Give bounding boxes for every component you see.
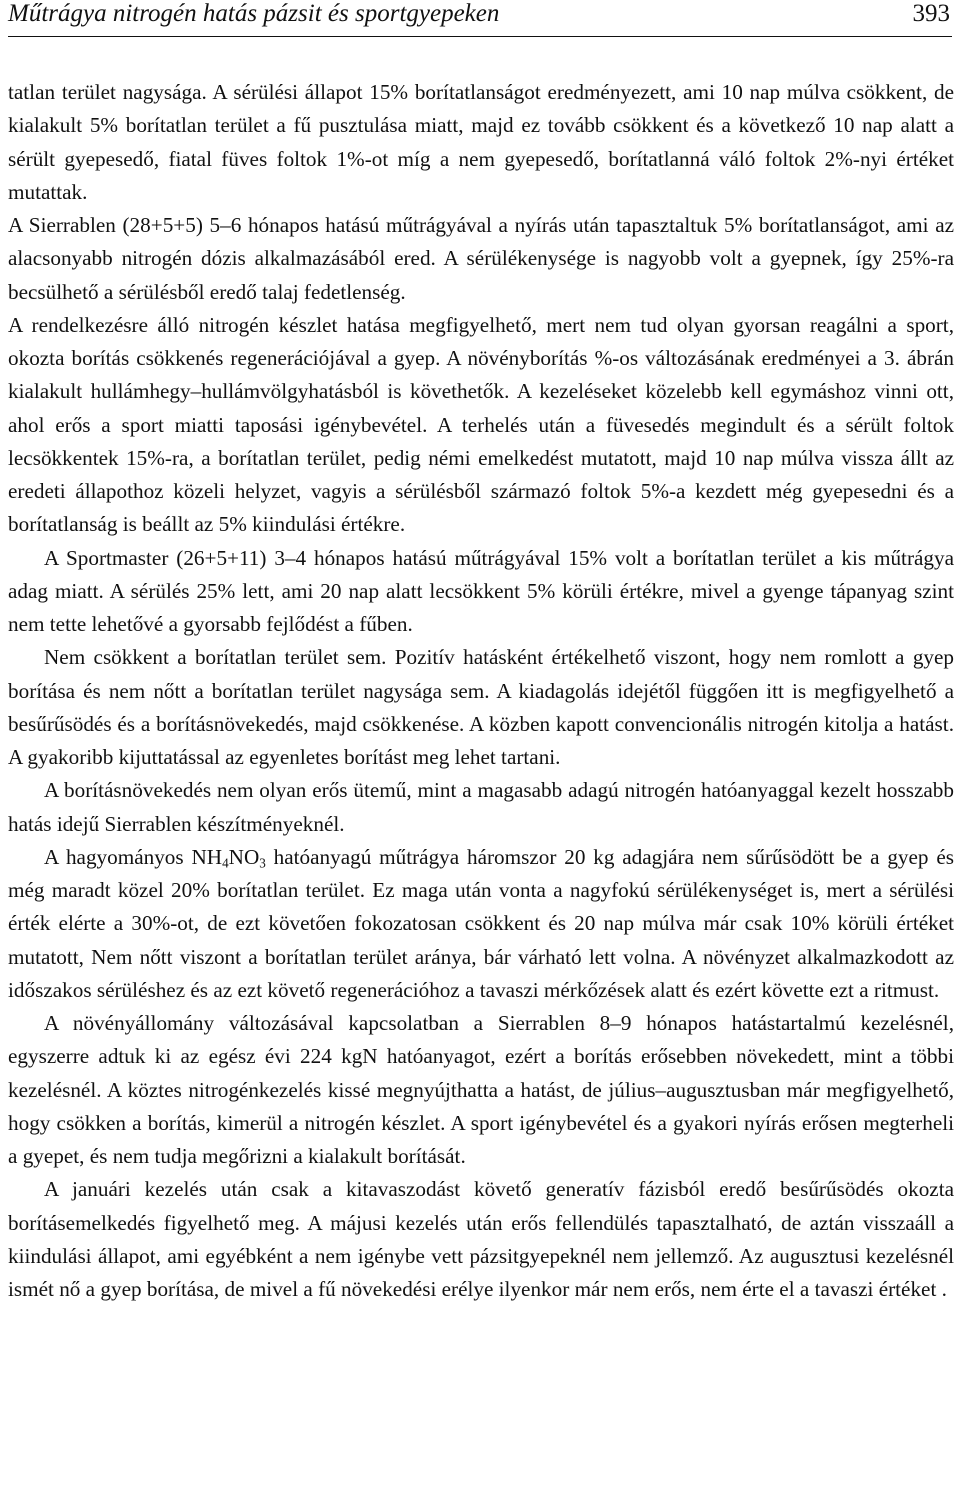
nh4-subscript: 4 xyxy=(222,855,229,871)
page-number: 393 xyxy=(912,0,950,27)
paragraph-uncovered-area: Nem csökkent a borítatlan terület sem. Pozitív hatásként értékelhető viszont, hogy nem romlott a gyep borítása és nem nőtt a borítatlan terület nagysága sem. A kiadagolás idejétől függően itt is megfigyelhető a besűrűsödés és a borításnövekedés, majd csökkenése. A közben kapott convencionális nitrogén kitolja a hatást. A gyakoribb kijuttatással az egyenletes borítást meg lehet tartani. xyxy=(8,645,954,769)
paragraph-nh4no3 xyxy=(8,841,954,1007)
paragraph-sierrablen-555: A Sierrablen (28+5+5) 5–6 hónapos hatású műtrágyával a nyírás után tapasztaltuk 5% borítatlanságot, ami az alacsonyabb nitrogén dózis alkalmazásából ered. A sérülékenysége is nagyobb volt a gyepnek, így 25%-ra becsülhető a sérülésből eredő talaj fedetlenség. xyxy=(8,213,954,304)
body-text xyxy=(8,76,954,1306)
paragraph-coverage-growth: A borításnövekedés nem olyan erős ütemű, mint a magasabb adagú nitrogén hatóanyaggal kezelt hosszabb hatás idejű Sierrablen készítményeknél. xyxy=(8,778,954,836)
nh4no3-text-middle: NO xyxy=(228,844,260,869)
running-title: Műtrágya nitrogén hatás pázsit és sportgyepeken xyxy=(8,0,500,27)
no3-subscript: 3 xyxy=(259,855,266,871)
paragraph-sportmaster: A Sportmaster (26+5+11) 3–4 hónapos hatású műtrágyával 15% volt a borítatlan terület a kis műtrágya adag miatt. A sérülés 25% lett, ami 20 nap alatt lecsökkent 5% körüli értékre, mivel a gyenge tápanyag szint nem tette lehetővé a gyorsabb fejlődést a fűben. xyxy=(8,545,954,636)
nh4no3-text-after: hatóanyagú műtrágya háromszor 20 kg adagjára nem sűrűsödött be a gyep és még maradt közel 20% borítatlan terület. Ez maga után vonta a nagyfokú sérülékenységet is, mert a sérülési érték elérte a 30%-ot, de ezt követően fokozatosan csökkent és 20 nap múlva már csak 10% körüli értéket mutatott, Nem nőtt viszont a borítatlan terület aránya, bár várható lett volna. A növényzet alkalmazkodott az időszakos sérüléshez és az ezt követő regenerációhoz a tavaszi mérkőzések alatt és ezért követte ezt a ritmust. xyxy=(8,844,954,1002)
paragraph-continuation: tatlan terület nagysága. A sérülési állapot 15% borítatlanságot eredményezett, ami 10 nap múlva csökkent, de kialakult 5% borítatlan terület a fű pusztulása miatt, majd ez tovább csökkent és a következő 10 nap alatt a sérült gyepesedő, fiatal füves foltok 1%-ot míg a nem gyepesedő, borítatlanná váló foltok 2%-nyi értéket mutattak. xyxy=(8,80,954,204)
running-header xyxy=(8,0,952,37)
paragraph-sierrablen-89: A növényállomány változásával kapcsolatban a Sierrablen 8–9 hónapos hatástartalmú kezelésnél, egyszerre adtuk ki az egész évi 224 kgN hatóanyagot, ezért a borítás erősebben növekedett, mint a többi kezelésnél. A köztes nitrogénkezelés kissé megnyújthatta a hatást, de július–augusztusban már megfigyelhető, hogy csökken a borítás, kimerül a nitrogén készlet. A sport igénybevétel és a gyakori nyírás erősen megterheli a gyepet, és nem tudja megőrizni a kialakult borítását. xyxy=(8,1011,954,1168)
paragraph-january-treatment: A januári kezelés után csak a kitavaszodást követő generatív fázisból eredő besűrűsödés okozta borításemelkedés figyelhető meg. A májusi kezelés után erős fellendülés tapasztalható, de aztán visszaáll a kiindulási állapot, ami egyébként a nem igénybe vett pázsitgyepeknél nem jellemző. Az augusztusi kezelésnél ismét nő a gyep borítása, de mivel a fű növekedési erélye ilyenkor már nem erős, nem érte el a tavaszi értéket . xyxy=(8,1177,954,1301)
paragraph-nitrogen-reserve: A rendelkezésre álló nitrogén készlet hatása megfigyelhető, mert nem tud olyan gyorsan reagálni a sport, okozta borítás csökkenés regenerációjával a gyep. A növényborítás %-os változásának eredményei a 3. ábrán kialakult hullámhegy–hullámvölgyhatásból is követhetők. A kezeléseket közelebb kell egymáshoz vinni ott, ahol erős a sport miatti taposási igénybevétel. A terhelés után a füvesedés megindult és a sérült foltok lecsökkentek 15%-ra, a borítatlan terület, pedig némi emelkedést mutatott, majd 10 nap múlva vissza állt az eredeti állapothoz közeli helyzet, vagyis a sérülésből származó foltok 5%-a kezdett még gyepesedni és a borítatlanság is beállt az 5% kiindulási értékre. xyxy=(8,312,954,537)
nh4no3-text-before: A hagyományos NH xyxy=(44,844,223,869)
